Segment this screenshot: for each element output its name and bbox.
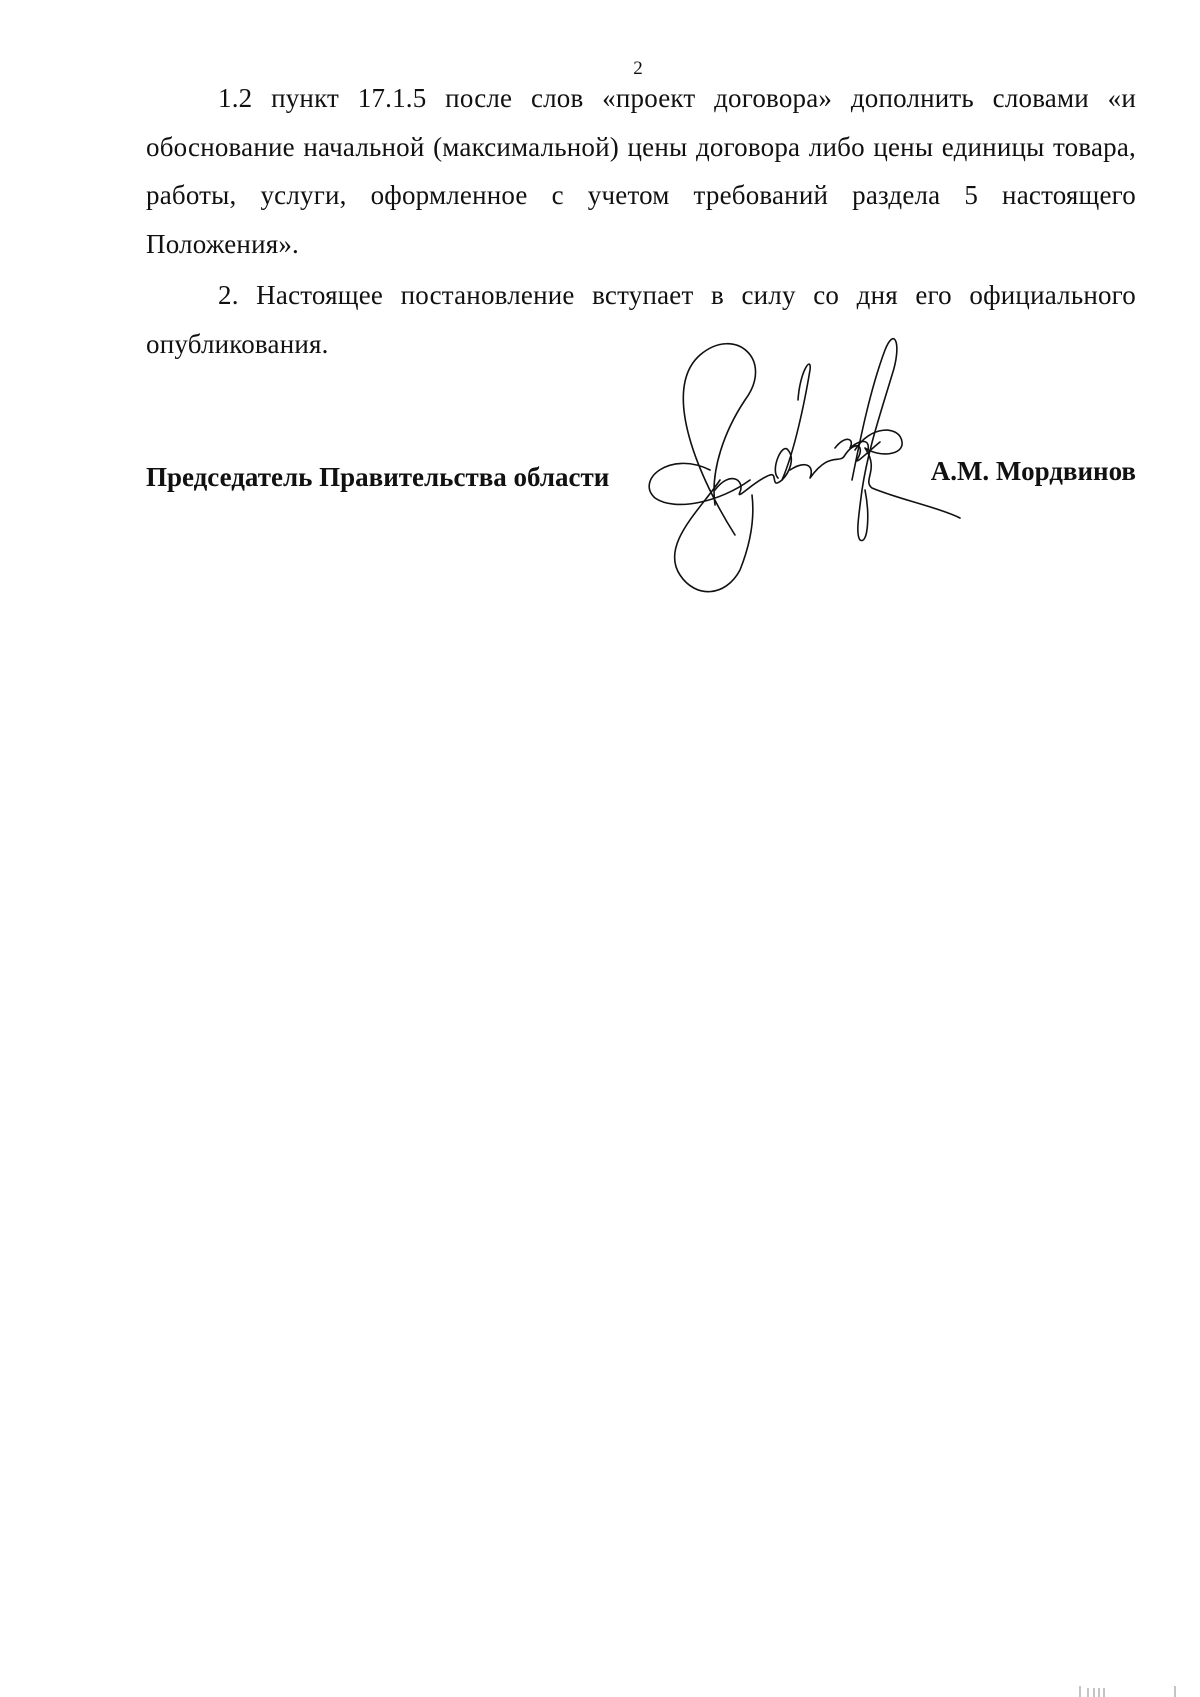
signer-name: А.М. Мордвинов <box>930 456 1136 486</box>
signature-stroke <box>852 339 897 541</box>
signature-stroke <box>855 430 960 518</box>
signer-title: Председатель Правительства области <box>146 462 610 492</box>
signature-stroke <box>782 364 810 480</box>
scan-edge-marks <box>1078 1686 1178 1697</box>
paragraph-amendment-1-2: 1.2 пункт 17.1.5 после слов «проект договора» дополнить словами «и обоснование начальной (максимальной) цены договора либо цены единицы товара, работы, услуги, оформленное с учетом требований раздела 5 настоящего Положения». <box>146 83 1136 259</box>
document-body <box>146 74 1136 368</box>
signature-stroke <box>683 344 755 535</box>
page-number: 2 <box>633 58 643 79</box>
paragraph-effective-date: 2. Настоящее постановление вступает в силу со дня его официального опубликования. <box>146 280 1136 359</box>
signature-stroke <box>715 449 791 495</box>
handwritten-signature <box>640 330 980 610</box>
